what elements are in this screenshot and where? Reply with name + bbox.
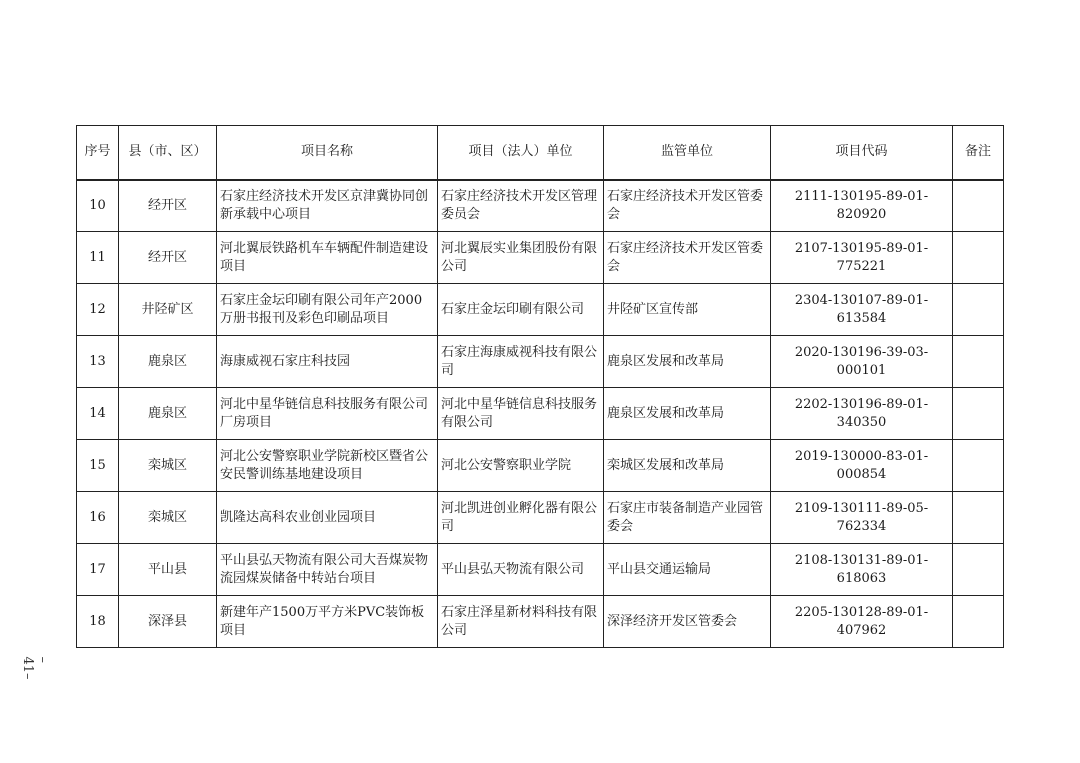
table-row [77, 596, 1004, 648]
header-note: 备注 [953, 126, 1004, 180]
cell-county: 栾城区 [119, 492, 217, 544]
cell-no: 18 [77, 596, 119, 648]
table-row [77, 336, 1004, 388]
cell-note [953, 180, 1004, 232]
cell-project-code: 2304-130107-89-01-613584 [771, 284, 953, 336]
cell-no: 11 [77, 232, 119, 284]
cell-project-code: 2020-130196-39-03-000101 [771, 336, 953, 388]
cell-project-name: 海康威视石家庄科技园 [217, 336, 438, 388]
header-project-name: 项目名称 [217, 126, 438, 180]
cell-legal-unit: 石家庄海康威视科技有限公司 [438, 336, 604, 388]
cell-legal-unit: 石家庄经济技术开发区管理委员会 [438, 180, 604, 232]
cell-county: 经开区 [119, 232, 217, 284]
cell-project-name: 石家庄金坛印刷有限公司年产2000万册书报刊及彩色印刷品项目 [217, 284, 438, 336]
cell-no: 16 [77, 492, 119, 544]
cell-legal-unit: 河北翼辰实业集团股份有限公司 [438, 232, 604, 284]
cell-supervisor: 鹿泉区发展和改革局 [604, 388, 771, 440]
cell-project-code: 2019-130000-83-01-000854 [771, 440, 953, 492]
table-row [77, 440, 1004, 492]
header-project-code: 项目代码 [771, 126, 953, 180]
cell-project-code: 2202-130196-89-01-340350 [771, 388, 953, 440]
cell-legal-unit: 河北公安警察职业学院 [438, 440, 604, 492]
cell-supervisor: 平山县交通运输局 [604, 544, 771, 596]
table-row [77, 492, 1004, 544]
cell-project-name: 石家庄经济技术开发区京津冀协同创新承载中心项目 [217, 180, 438, 232]
cell-project-code: 2205-130128-89-01-407962 [771, 596, 953, 648]
cell-project-code: 2108-130131-89-01-618063 [771, 544, 953, 596]
cell-supervisor: 鹿泉区发展和改革局 [604, 336, 771, 388]
page-number: –41– [20, 656, 50, 680]
cell-county: 栾城区 [119, 440, 217, 492]
cell-no: 15 [77, 440, 119, 492]
project-table [76, 125, 1004, 648]
table-header-row [77, 126, 1004, 180]
cell-project-name: 新建年产1500万平方米PVC装饰板项目 [217, 596, 438, 648]
cell-project-code: 2109-130111-89-05-762334 [771, 492, 953, 544]
header-no: 序号 [77, 126, 119, 180]
header-county: 县（市、区） [119, 126, 217, 180]
cell-supervisor: 井陉矿区宣传部 [604, 284, 771, 336]
cell-note [953, 336, 1004, 388]
header-supervisor: 监管单位 [604, 126, 771, 180]
cell-project-name: 平山县弘天物流有限公司大吾煤炭物流园煤炭储备中转站台项目 [217, 544, 438, 596]
cell-no: 10 [77, 180, 119, 232]
cell-county: 深泽县 [119, 596, 217, 648]
cell-project-code: 2107-130195-89-01-775221 [771, 232, 953, 284]
cell-supervisor: 石家庄经济技术开发区管委会 [604, 232, 771, 284]
table-row [77, 284, 1004, 336]
cell-note [953, 232, 1004, 284]
cell-no: 12 [77, 284, 119, 336]
cell-note [953, 440, 1004, 492]
header-legal-unit: 项目（法人）单位 [438, 126, 604, 180]
cell-note [953, 284, 1004, 336]
cell-county: 鹿泉区 [119, 388, 217, 440]
table-row [77, 232, 1004, 284]
cell-county: 鹿泉区 [119, 336, 217, 388]
cell-legal-unit: 石家庄泽星新材料科技有限公司 [438, 596, 604, 648]
cell-note [953, 388, 1004, 440]
cell-county: 经开区 [119, 180, 217, 232]
table-row [77, 544, 1004, 596]
cell-legal-unit: 河北凯进创业孵化器有限公司 [438, 492, 604, 544]
cell-project-name: 凯隆达高科农业创业园项目 [217, 492, 438, 544]
table-row [77, 388, 1004, 440]
cell-no: 13 [77, 336, 119, 388]
cell-county: 井陉矿区 [119, 284, 217, 336]
cell-supervisor: 栾城区发展和改革局 [604, 440, 771, 492]
cell-no: 14 [77, 388, 119, 440]
cell-supervisor: 石家庄经济技术开发区管委会 [604, 180, 771, 232]
table-row [77, 180, 1004, 232]
cell-county: 平山县 [119, 544, 217, 596]
cell-project-name: 河北公安警察职业学院新校区暨省公安民警训练基地建设项目 [217, 440, 438, 492]
cell-no: 17 [77, 544, 119, 596]
cell-legal-unit: 平山县弘天物流有限公司 [438, 544, 604, 596]
cell-note [953, 544, 1004, 596]
cell-project-name: 河北中星华链信息科技服务有限公司厂房项目 [217, 388, 438, 440]
cell-legal-unit: 石家庄金坛印刷有限公司 [438, 284, 604, 336]
cell-project-name: 河北翼辰铁路机车车辆配件制造建设项目 [217, 232, 438, 284]
cell-supervisor: 石家庄市装备制造产业园管委会 [604, 492, 771, 544]
cell-legal-unit: 河北中星华链信息科技服务有限公司 [438, 388, 604, 440]
cell-project-code: 2111-130195-89-01-820920 [771, 180, 953, 232]
cell-supervisor: 深泽经济开发区管委会 [604, 596, 771, 648]
cell-note [953, 492, 1004, 544]
cell-note [953, 596, 1004, 648]
